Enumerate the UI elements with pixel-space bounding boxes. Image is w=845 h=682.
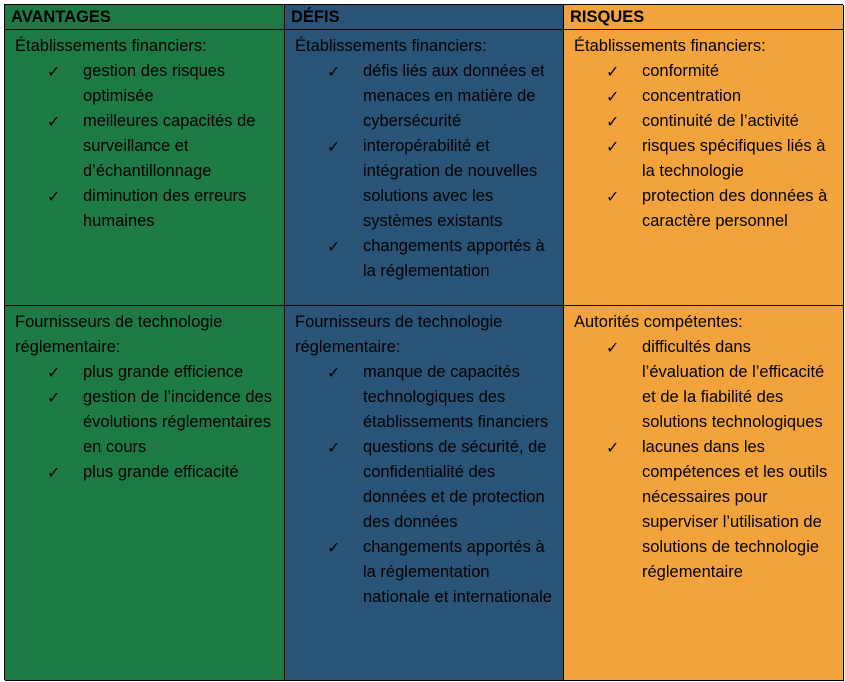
checkmark-icon: ✓ [606, 338, 620, 357]
list-item-text: diminution des erreurs humaines [83, 187, 247, 230]
checkmark-icon: ✓ [606, 187, 620, 206]
list-item-text: plus grande efficience [83, 363, 244, 381]
list-item [572, 109, 837, 134]
group-title: Établissements financiers: [574, 37, 766, 55]
header-challenges: DÉFIS [285, 5, 564, 30]
header-risks: RISQUES [564, 5, 844, 30]
item-list [13, 59, 278, 234]
list-item [13, 109, 278, 184]
list-item-text: gestion des risques optimisée [83, 62, 226, 105]
list-item-text: meilleures capacités de surveillance et d’échantillonnage [83, 112, 256, 180]
comparison-table [4, 4, 843, 680]
checkmark-icon: ✓ [327, 62, 341, 81]
checkmark-icon: ✓ [47, 112, 61, 131]
cell-risks-authorities [564, 306, 844, 681]
checkmark-icon: ✓ [606, 438, 620, 457]
group-title: Fournisseurs de technologie réglementaire: [295, 313, 503, 356]
list-item [13, 460, 278, 485]
list-item [13, 360, 278, 385]
list-item-text: lacunes dans les compétences et les outils nécessaires pour superviser l’utilisation de solutions de technologie réglementaire [642, 438, 828, 581]
list-item [572, 435, 837, 585]
checkmark-icon: ✓ [327, 438, 341, 457]
list-item [572, 59, 837, 84]
list-item-text: gestion de l’incidence des évolutions réglementaires en cours [83, 388, 272, 456]
list-item [293, 134, 557, 234]
list-item-text: conformité [642, 62, 720, 80]
header-advantages: AVANTAGES [5, 5, 285, 30]
list-item [293, 59, 557, 134]
item-list [572, 335, 837, 585]
list-item-text: plus grande efficacité [83, 463, 239, 481]
list-item [572, 335, 837, 435]
checkmark-icon: ✓ [47, 388, 61, 407]
list-item [572, 184, 837, 234]
checkmark-icon: ✓ [327, 538, 341, 557]
checkmark-icon: ✓ [606, 112, 620, 131]
cell-risks-financial [564, 30, 844, 306]
list-item [572, 134, 837, 184]
list-item-text: interopérabilité et intégration de nouvelles solutions avec les systèmes existants [363, 137, 538, 230]
cell-advantages-regtech [5, 306, 285, 681]
list-item [293, 360, 557, 435]
list-item [293, 234, 557, 284]
checkmark-icon: ✓ [606, 137, 620, 156]
list-item-text: défis liés aux données et menaces en matière de cybersécurité [363, 62, 545, 130]
list-item [13, 385, 278, 460]
cell-challenges-financial [285, 30, 564, 306]
group-title: Autorités compétentes: [574, 313, 743, 331]
item-list [13, 360, 278, 485]
list-item-text: manque de capacités technologiques des établissements financiers [363, 363, 549, 431]
list-item-text: protection des données à caractère personnel [642, 187, 828, 230]
checkmark-icon: ✓ [606, 87, 620, 106]
checkmark-icon: ✓ [327, 237, 341, 256]
group-title: Établissements financiers: [15, 37, 207, 55]
list-item [293, 435, 557, 535]
item-list [293, 360, 557, 610]
item-list [572, 59, 837, 234]
list-item-text: concentration [642, 87, 742, 105]
checkmark-icon: ✓ [47, 363, 61, 382]
cell-challenges-regtech [285, 306, 564, 681]
group-title: Fournisseurs de technologie réglementaire: [15, 313, 223, 356]
list-item-text: continuité de l’activité [642, 112, 799, 130]
list-item [572, 84, 837, 109]
list-item-text: questions de sécurité, de confidentialité des données et de protection des données [363, 438, 547, 531]
checkmark-icon: ✓ [47, 187, 61, 206]
checkmark-icon: ✓ [606, 62, 620, 81]
list-item-text: risques spécifiques liés à la technologie [642, 137, 826, 180]
checkmark-icon: ✓ [327, 363, 341, 382]
list-item-text: changements apportés à la réglementation nationale et internationale [363, 538, 552, 606]
item-list [293, 59, 557, 284]
list-item-text: difficultés dans l’évaluation de l’efficacité et de la fiabilité des solutions technologiques [642, 338, 825, 431]
cell-advantages-financial [5, 30, 285, 306]
checkmark-icon: ✓ [47, 463, 61, 482]
checkmark-icon: ✓ [47, 62, 61, 81]
list-item [13, 59, 278, 109]
list-item [13, 184, 278, 234]
list-item [293, 535, 557, 610]
checkmark-icon: ✓ [327, 137, 341, 156]
list-item-text: changements apportés à la réglementation [363, 237, 545, 280]
group-title: Établissements financiers: [295, 37, 487, 55]
